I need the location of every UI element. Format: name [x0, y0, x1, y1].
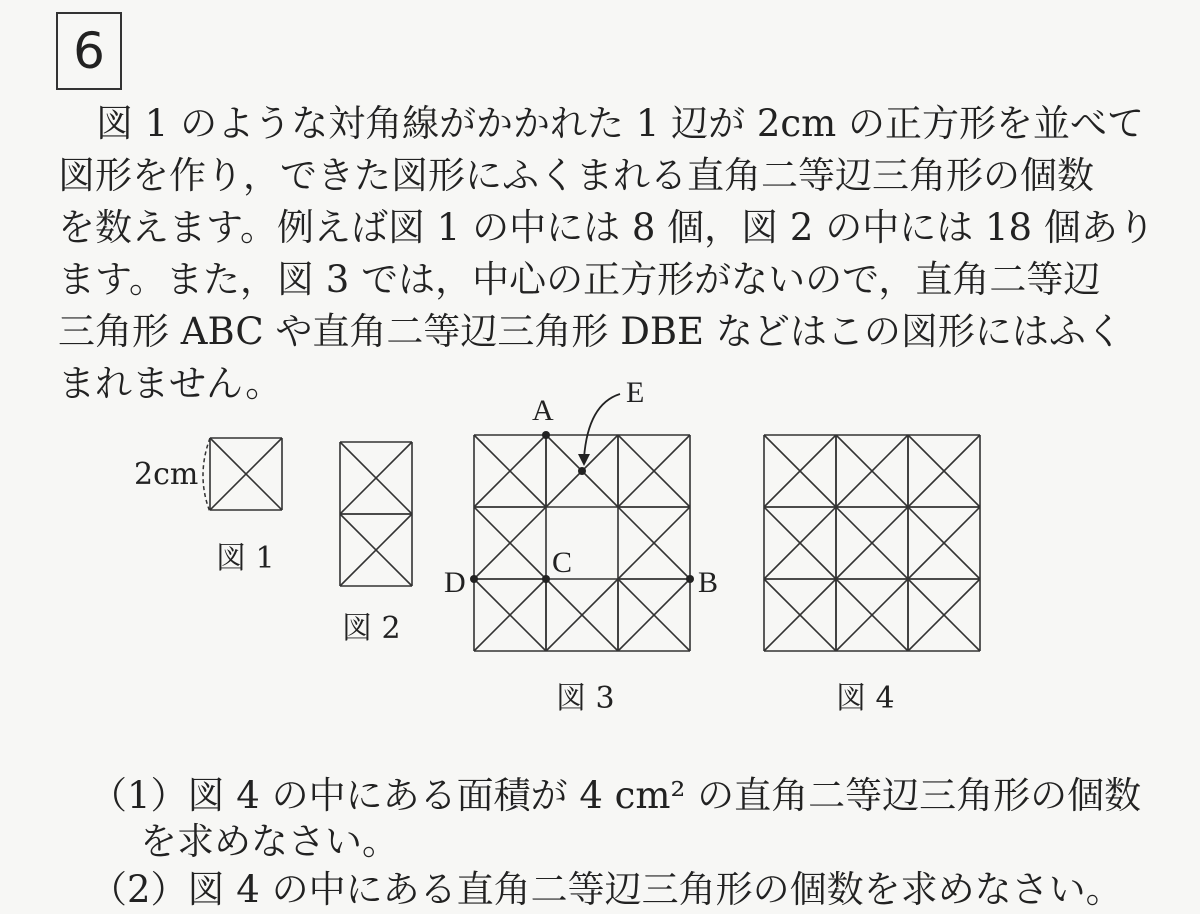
figure-2-label: 図 2 — [342, 611, 401, 646]
problem-number: 6 — [56, 12, 122, 90]
paragraph-line-6: まれません。 — [58, 362, 283, 405]
point-c-dot — [542, 575, 550, 583]
figure-1-label: 図 1 — [216, 541, 275, 576]
question-2: （2）図 4 の中にある直角二等辺三角形の個数を求めなさい。 — [90, 868, 1123, 911]
point-e-dot — [578, 467, 586, 475]
paragraph-line-1: 図 1 のような対角線がかかれた 1 辺が 2cm の正方形を並べて — [96, 102, 1144, 145]
point-c-label: C — [552, 546, 573, 579]
point-e-label: E — [626, 376, 645, 409]
point-d-dot — [470, 575, 478, 583]
figure-1 — [210, 438, 282, 510]
paragraph-line-4: ます。また，図 3 では，中心の正方形がないので，直角二等辺 — [58, 258, 1101, 301]
point-e-arrow — [584, 394, 620, 458]
problem-text — [58, 98, 1158, 410]
figure-4 — [764, 435, 980, 651]
figure-2 — [340, 442, 412, 586]
paragraph-line-2: 図形を作り，できた図形にふくまれる直角二等辺三角形の個数 — [58, 154, 1094, 197]
point-b-label: B — [698, 566, 719, 599]
question-1-line-2: を求めなさい。 — [140, 820, 399, 863]
point-a-label: A — [532, 394, 554, 427]
point-b-dot — [686, 575, 694, 583]
dimension-bracket — [203, 438, 210, 512]
paragraph-line-5: 三角形 ABC や直角二等辺三角形 DBE などはこの図形にはふく — [58, 310, 1123, 353]
question-1-line-1: （1）図 4 の中にある面積が 4 cm² の直角二等辺三角形の個数 — [90, 774, 1142, 817]
point-a-dot — [542, 431, 550, 439]
paragraph-line-3: を数えます。例えば図 1 の中には 8 個，図 2 の中には 18 個あり — [58, 206, 1155, 249]
point-d-label: D — [444, 566, 466, 599]
figure-3-label: 図 3 — [556, 681, 615, 715]
figures-diagram — [0, 370, 1200, 715]
figure-4-label: 図 4 — [836, 681, 895, 715]
side-length-label: 2cm — [134, 457, 199, 492]
